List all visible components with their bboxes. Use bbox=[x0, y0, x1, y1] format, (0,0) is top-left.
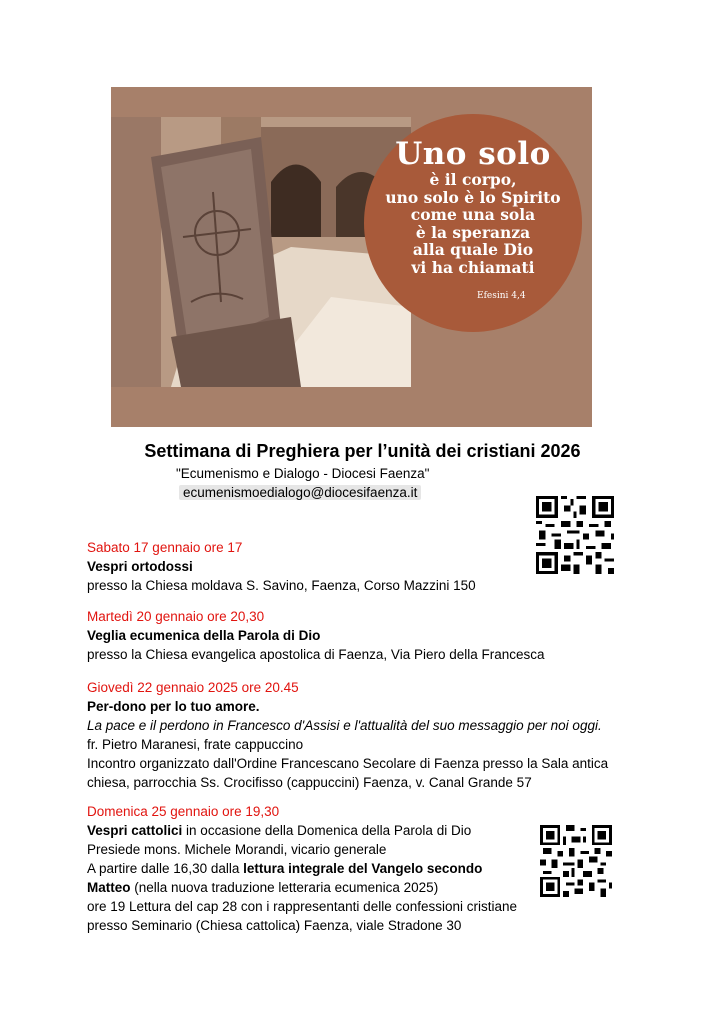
event-block bbox=[87, 538, 476, 595]
event-title-line bbox=[87, 821, 517, 840]
event-date: Giovedì 22 gennaio 2025 ore 20.45 bbox=[87, 680, 299, 695]
event-title: Veglia ecumenica della Parola di Dio bbox=[87, 628, 321, 643]
quote-line: è il corpo, bbox=[429, 170, 517, 189]
event-place: presso Seminario (Chiesa cattolica) Faenza, viale Stradone 30 bbox=[87, 918, 462, 933]
event-block bbox=[87, 802, 517, 935]
event-place: Incontro organizzato dall'Ordine Francescano Secolare di Faenza presso la Sala antica bbox=[87, 756, 609, 771]
quote-line: vi ha chiamati bbox=[411, 257, 535, 277]
event-date: Domenica 25 gennaio ore 19,30 bbox=[87, 804, 280, 819]
event-presider: Presiede mons. Michele Morandi, vicario generale bbox=[87, 842, 387, 857]
event-reading-line bbox=[87, 878, 517, 897]
event-title: Per-dono per lo tuo amore. bbox=[87, 699, 260, 714]
event-date: Sabato 17 gennaio ore 17 bbox=[87, 540, 243, 555]
bible-quote bbox=[364, 137, 582, 276]
event-place: presso la Chiesa evangelica apostolica di Faenza, Via Piero della Francesca bbox=[87, 647, 545, 662]
organization-name: "Ecumenismo e Dialogo - Diocesi Faenza" bbox=[176, 466, 430, 481]
quote-line: uno solo è lo Spirito bbox=[385, 187, 561, 207]
quote-line: come una sola bbox=[410, 205, 536, 224]
event-title-rest: in occasione della Domenica della Parola di Dio bbox=[182, 823, 472, 838]
reading-rest: (nella nuova traduzione letteraria ecumenica 2025) bbox=[130, 880, 439, 895]
event-place: chiesa, parrocchia Ss. Crocifisso (cappuccini) Faenza, v. Canal Grande 57 bbox=[87, 775, 532, 790]
reading-title: lettura integrale del Vangelo secondo bbox=[243, 861, 483, 876]
event-block bbox=[87, 607, 545, 664]
quote-line: alla quale Dio bbox=[412, 240, 534, 259]
quote-line: è la speranza bbox=[415, 222, 531, 242]
page-title: Settimana di Preghiera per l’unità dei cristiani 2026 bbox=[144, 441, 581, 461]
event-date: Martedì 20 gennaio ore 20,30 bbox=[87, 609, 265, 624]
quote-reference: Efesini 4,4 bbox=[477, 291, 526, 301]
event-title: Vespri cattolici bbox=[87, 823, 183, 838]
event-reading-line bbox=[87, 859, 517, 878]
reading-title: Matteo bbox=[87, 880, 131, 895]
event-place: presso la Chiesa moldava S. Savino, Faenza, Corso Mazzini 150 bbox=[87, 578, 476, 593]
event-title: Vespri ortodossi bbox=[87, 559, 193, 574]
event-subtitle: La pace e il perdono in Francesco d'Assisi e l'attualità del suo messaggio per noi oggi. bbox=[87, 718, 602, 733]
event-block bbox=[87, 678, 608, 792]
qr-code-icon[interactable] bbox=[536, 496, 614, 574]
reading-intro: A partire dalle 16,30 dalla bbox=[87, 861, 244, 876]
qr-code-icon[interactable] bbox=[540, 825, 612, 897]
event-speaker: fr. Pietro Maranesi, frate cappuccino bbox=[87, 737, 304, 752]
email-link[interactable]: ecumenismoedialogo@diocesifaenza.it bbox=[179, 485, 421, 500]
banner-image bbox=[111, 87, 592, 427]
event-detail: ore 19 Lettura del cap 28 con i rappresentanti delle confessioni cristiane bbox=[87, 899, 518, 914]
quote-headline: Uno solo bbox=[395, 136, 551, 172]
